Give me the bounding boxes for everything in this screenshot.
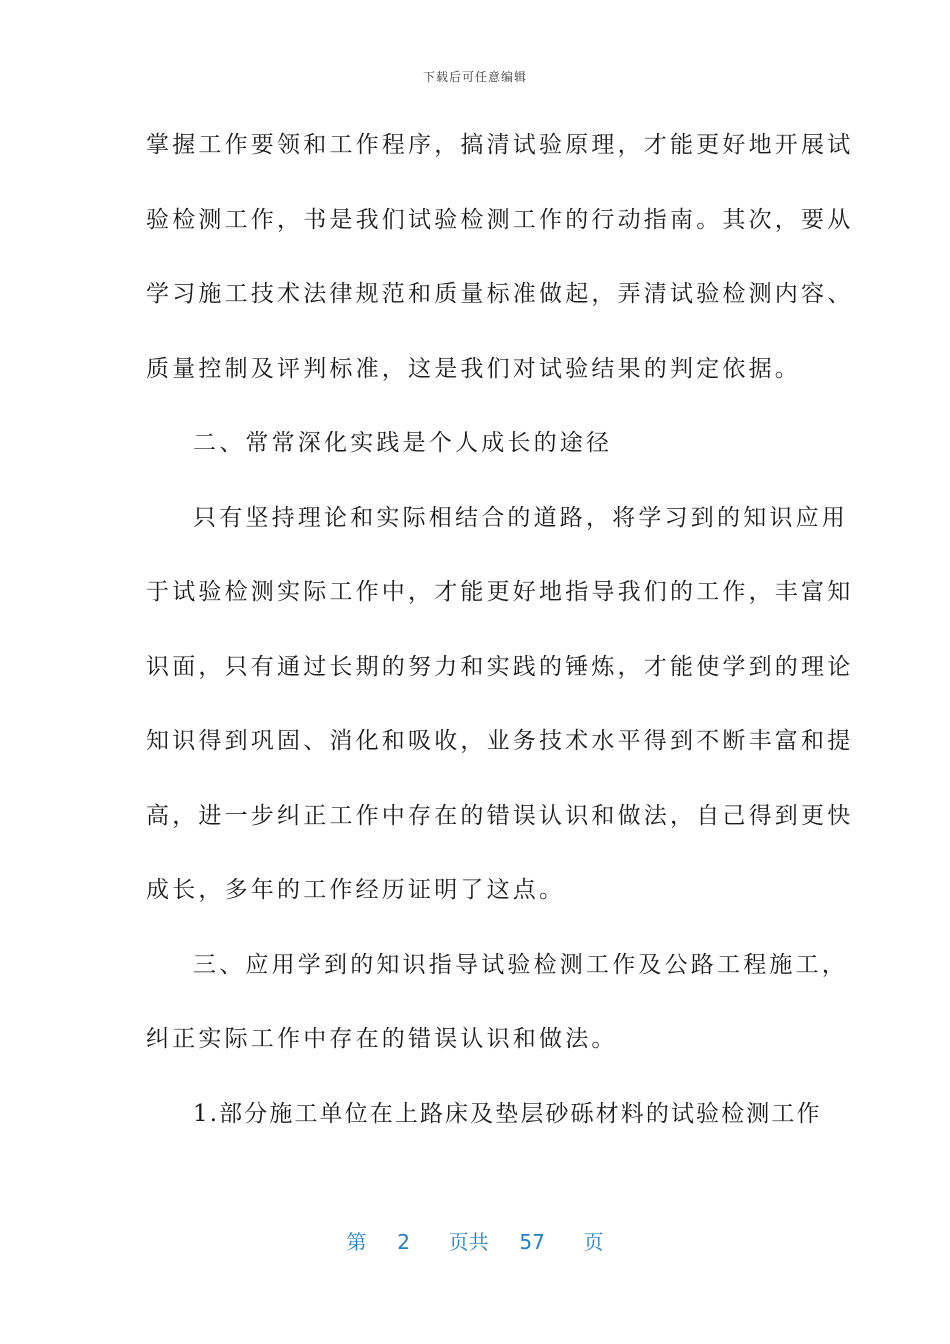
text-line: 学习施工技术法律规范和质量标准做起，弄清试验检测内容、 <box>146 281 854 307</box>
text-line: 纠正实际工作中存在的错误认识和做法。 <box>146 1026 618 1052</box>
page-header-note: 下载后可任意编辑 <box>422 70 527 84</box>
text-line: 成长，多年的工作经历证明了这点。 <box>146 877 566 903</box>
section-heading-3: 三、应用学到的知识指导试验检测工作及公路工程施工， <box>193 951 848 978</box>
footer-prefix: 第 <box>346 1230 367 1254</box>
text-line: 只有坚持理论和实际相结合的道路，将学习到的知识应用 <box>193 504 848 531</box>
text-line: 验检测工作，书是我们试验检测工作的行动指南。其次，要从 <box>146 206 854 233</box>
text-line: 高，进一步纠正工作中存在的错误认识和做法，自己得到更快 <box>146 802 854 829</box>
text-line: 识面，只有通过长期的努力和实践的锤炼，才能使学到的理论 <box>146 653 854 680</box>
footer-suffix: 页 <box>583 1230 604 1254</box>
page-number-footer <box>0 1226 950 1255</box>
total-pages-number: 57 <box>519 1230 545 1254</box>
list-item-1: 1.部分施工单位在上路床及垫层砂砾材料的试验检测工作 <box>193 1100 822 1127</box>
text-line: 质量控制及评判标准，这是我们对试验结果的判定依据。 <box>146 355 801 382</box>
section-heading-2: 二、常常深化实践是个人成长的途径 <box>193 430 613 456</box>
current-page-number: 2 <box>397 1230 410 1254</box>
document-body <box>146 108 854 1151</box>
text-line: 于试验检测实际工作中，才能更好地指导我们的工作，丰富知 <box>146 579 854 605</box>
text-line: 知识得到巩固、消化和吸收，业务技术水平得到不断丰富和提 <box>146 728 854 754</box>
footer-middle: 页共 <box>448 1230 489 1254</box>
text-line: 掌握工作要领和工作程序，搞清试验原理，才能更好地开展试 <box>146 132 854 158</box>
